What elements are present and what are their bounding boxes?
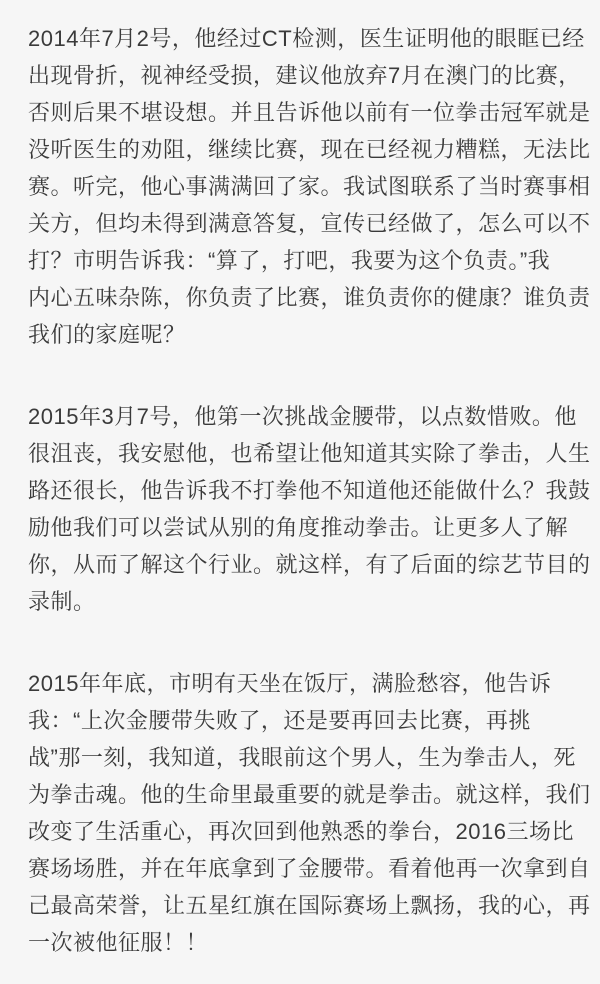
text-line: 出现骨折，视神经受损，建议他放弃7月在澳门的比赛， — [28, 63, 581, 88]
text-line: 2014年7月2号，他经过CT检测，医生证明他的眼眶已经 — [28, 26, 585, 51]
text-line: 我们的家庭呢？ — [28, 322, 186, 347]
text-line: 我：“上次金腰带失败了，还是要再回去比赛，再挑 — [28, 708, 531, 733]
text-line: 没听医生的劝阻，继续比赛，现在已经视力糟糕，无法比 — [28, 137, 591, 162]
text-line: 否则后果不堪设想。并且告诉他以前有一位拳击冠军就是 — [28, 100, 591, 125]
text-line: 改变了生活重心，再次回到他熟悉的拳台，2016三场比 — [28, 819, 574, 844]
text-line: 关方，但均未得到满意答复，宣传已经做了，怎么可以不 — [28, 211, 591, 236]
text-line: 励他我们可以尝试从别的角度推动拳击。让更多人了解 — [28, 515, 569, 540]
text-line: 赛。听完，他心事满满回了家。我试图联系了当时赛事相 — [28, 174, 591, 199]
text-line: 己最高荣誉，让五星红旗在国际赛场上飘扬，我的心，再 — [28, 893, 591, 918]
text-line: 战”那一刻，我知道，我眼前这个男人，生为拳击人，死 — [28, 745, 576, 770]
paragraph-3 — [28, 665, 591, 961]
text-line: 2015年年底，市明有天坐在饭厅，满脸愁容，他告诉 — [28, 671, 552, 696]
paragraph-1 — [28, 20, 591, 353]
text-line: 一次被他征服！！ — [28, 930, 209, 955]
text-line: 为拳击魂。他的生命里最重要的就是拳击。就这样，我们 — [28, 782, 591, 807]
paragraph-2 — [28, 398, 591, 620]
text-line: 录制。 — [28, 589, 96, 614]
text-line: 很沮丧，我安慰他，也希望让他知道其实除了拳击，人生 — [28, 441, 591, 466]
text-line: 路还很长，他告诉我不打拳他不知道他还能做什么？我鼓 — [28, 478, 591, 503]
text-line: 2015年3月7号，他第一次挑战金腰带，以点数惜败。他 — [28, 404, 577, 429]
text-line: 赛场场胜，并在年底拿到了金腰带。看着他再一次拿到自 — [28, 856, 591, 881]
text-line: 内心五味杂陈，你负责了比赛，谁负责你的健康？谁负责 — [28, 285, 591, 310]
text-line: 打？市明告诉我：“算了，打吧，我要为这个负责。”我 — [28, 248, 551, 273]
text-line: 你，从而了解这个行业。就这样，有了后面的综艺节目的 — [28, 552, 591, 577]
